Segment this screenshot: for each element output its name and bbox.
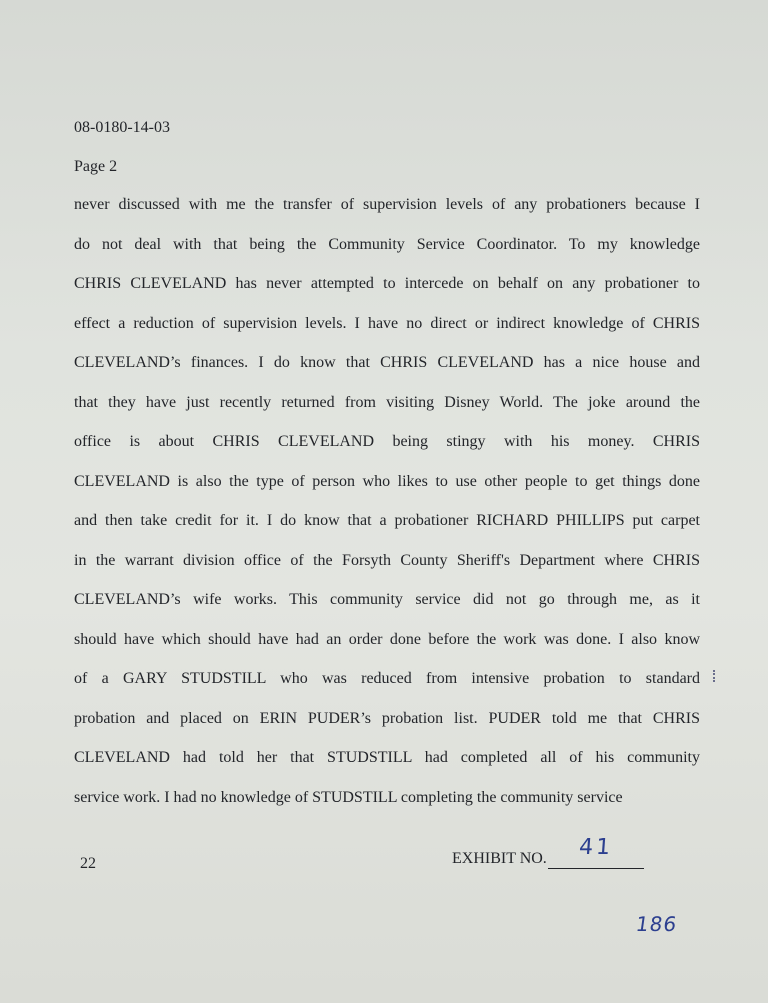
body-line: CLEVELAND had told her that STUDSTILL had completed all of his community: [74, 749, 700, 766]
body-line: that they have just recently returned from visiting Disney World. The joke around the: [74, 393, 700, 411]
body-line: service work. I had no knowledge of STUDSTILL completing the community service: [74, 788, 623, 806]
body-line: in the warrant division office of the Forsyth County Sheriff's Department where CHRIS: [74, 551, 700, 569]
page-label: Page 2: [74, 158, 118, 175]
margin-mark: [713, 670, 717, 682]
exhibit-number: 41: [577, 835, 614, 860]
exhibit-label: EXHIBIT NO.: [452, 850, 547, 867]
body-line: probation and placed on ERIN PUDER’s probation list. PUDER told me that CHRIS: [74, 709, 700, 727]
body-line: CHRIS CLEVELAND has never attempted to intercede on behalf on any probationer to: [74, 275, 700, 292]
body-line: do not deal with that being the Community Service Coordinator. To my knowledge: [74, 235, 700, 253]
body-line: CLEVELAND’s wife works. This community service did not go through me, as it: [74, 591, 700, 608]
body-line: effect a reduction of supervision levels. I have no direct or indirect knowledge of CHRIS: [74, 314, 700, 332]
exhibit-block: [452, 835, 644, 869]
body-line: CLEVELAND’s finances. I do know that CHRIS CLEVELAND has a nice house and: [74, 354, 700, 371]
page-number: 22: [80, 855, 96, 872]
body-text: [74, 193, 700, 825]
body-line: of a GARY STUDSTILL who was reduced from intensive probation to standard: [74, 670, 700, 687]
body-line: CLEVELAND is also the type of person who likes to use other people to get things done: [74, 472, 700, 490]
case-number: 08-0180-14-03: [74, 119, 170, 136]
exhibit-line: [548, 835, 644, 869]
bates-number: 186: [634, 912, 679, 936]
body-line: never discussed with me the transfer of supervision levels of any probationers because I: [74, 196, 700, 213]
body-line: and then take credit for it. I do know that a probationer RICHARD PHILLIPS put carpet: [74, 512, 700, 529]
body-line: should have which should have had an order done before the work was done. I also know: [74, 630, 700, 648]
body-line: office is about CHRIS CLEVELAND being stingy with his money. CHRIS: [74, 433, 700, 450]
